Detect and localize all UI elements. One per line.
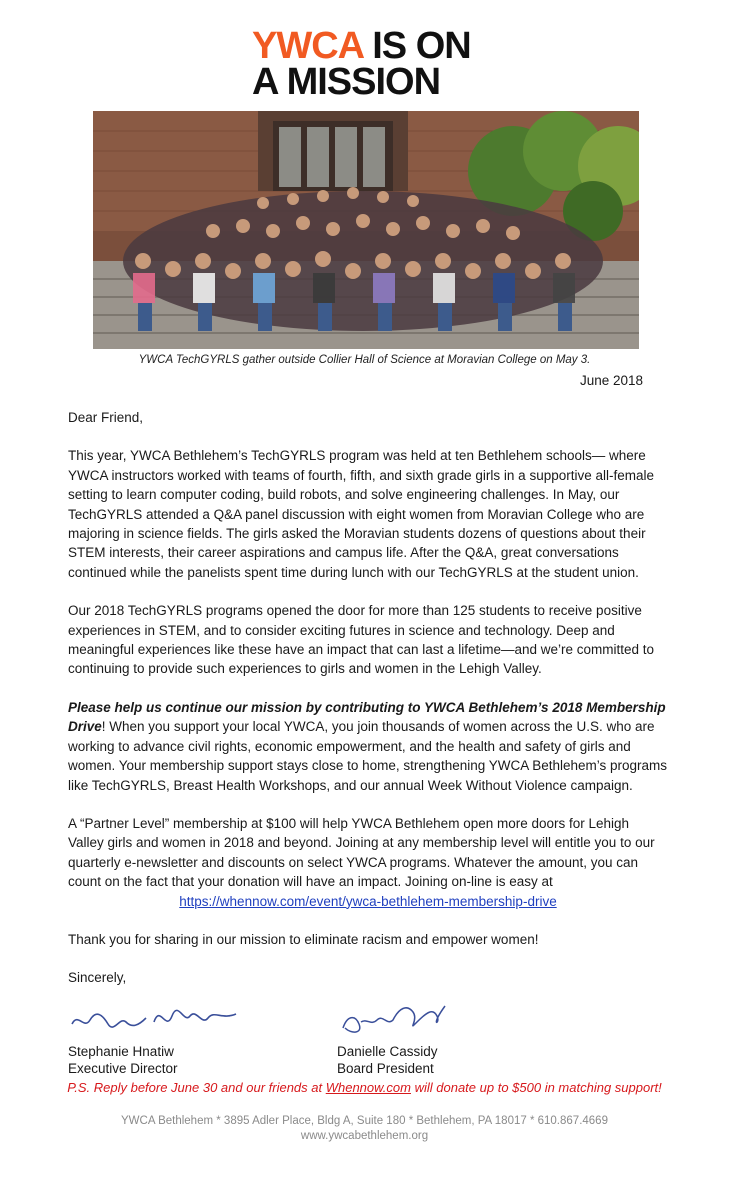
postscript (0, 1080, 729, 1095)
ps-after: will donate up to $500 in matching support! (410, 1080, 662, 1095)
ps-before: P.S. Reply before June 30 and our friends at (67, 1080, 326, 1095)
whennow-link[interactable]: Whennow.com (325, 1080, 411, 1095)
logo-is-on: IS ON (362, 25, 471, 67)
footer (0, 1114, 729, 1144)
salutation: Dear Friend, (68, 410, 144, 425)
signer-name-cassidy: Danielle Cassidy (337, 1044, 438, 1060)
group-photo (93, 111, 639, 349)
letter-date: June 2018 (579, 373, 643, 388)
handwritten-signature-hnatiw (68, 998, 248, 1038)
signature-cassidy (337, 998, 567, 1077)
handwritten-signature-cassidy (337, 998, 457, 1038)
membership-details: ! When you support your local YWCA, you join thousands of women across the U.S. who are working to advance civil rights, economic empowerment, and the health and safety of girls and women. Your membership support stays close to home, strengthening YWCA Bethlehem’s programs like TechGYRLS, Breast Health Workshops, and our annual Week Without Violence campaign. (68, 719, 668, 793)
footer-website[interactable]: www.ywcabethlehem.org (300, 1130, 429, 1142)
photo-caption: YWCA TechGYRLS gather outside Collier Hall of Science at Moravian College on May 3. (138, 354, 591, 366)
paragraph-techgyrls: This year, YWCA Bethlehem’s TechGYRLS program was held at ten Bethlehem schools— where YWCA instructors worked with teams of fourth, fifth, and sixth grade girls in a supportive all-female setting to learn computer coding, build robots, and solve engineering challenges. In May, our TechGYRLS attended a Q&A panel discussion with eight women from Moravian College who are majoring in science fields. The girls asked the Moravian students dozens of questions about their STEM interests, their career aspirations and campus life. After the Q&A, great conversations continued while the panelists spent time during lunch with our TechGYRLS at the student union. (68, 448, 654, 580)
letter-body (68, 408, 668, 1093)
ywca-logo (252, 25, 492, 103)
paragraph-partner-level (68, 814, 668, 911)
partner-level-text: A “Partner Level” membership at $100 will help YWCA Bethlehem open more doors for Lehigh Valley girls and women in 2018 and beyond. Joining at any membership level will entitle you to our quarterly e-newsletter and discounts on select YWCA programs. Whatever the amount, you can count on the fact that your donation will have an impact. Joining on-line is easy at (68, 815, 655, 890)
logo-ywca: YWCA (252, 25, 363, 67)
signer-name-hnatiw: Stephanie Hnatiw (68, 1044, 174, 1060)
signer-title-cassidy: Board President (337, 1061, 434, 1077)
signature-hnatiw (68, 998, 298, 1077)
signer-title-hnatiw: Executive Director (68, 1061, 178, 1077)
logo-a-mission: A MISSION (252, 61, 441, 103)
signature-block (68, 998, 668, 1093)
membership-appeal: Please help us continue our mission by contributing to YWCA Bethlehem’s 2018 Membership Drive (68, 699, 666, 735)
footer-address: YWCA Bethlehem * 3895 Adler Place, Bldg A, Suite 180 * Bethlehem, PA 18017 * 610.867.4669 (121, 1115, 608, 1127)
paragraph-membership (68, 698, 668, 795)
paragraph-stem: Our 2018 TechGYRLS programs opened the door for more than 125 students to receive positive experiences in STEM, and to consider exciting futures in science and technology. Deep and meaningful experiences like these have an impact that can last a lifetime—and we’re committed to continuing to provide such experiences to girls and women in the Lehigh Valley. (68, 603, 655, 677)
closing: Sincerely, (68, 970, 127, 986)
paragraph-thank-you: Thank you for sharing in our mission to eliminate racism and empower women! (68, 931, 539, 947)
membership-drive-link[interactable]: https://whennow.com/event/ywca-bethlehem-membership-drive (179, 893, 557, 909)
